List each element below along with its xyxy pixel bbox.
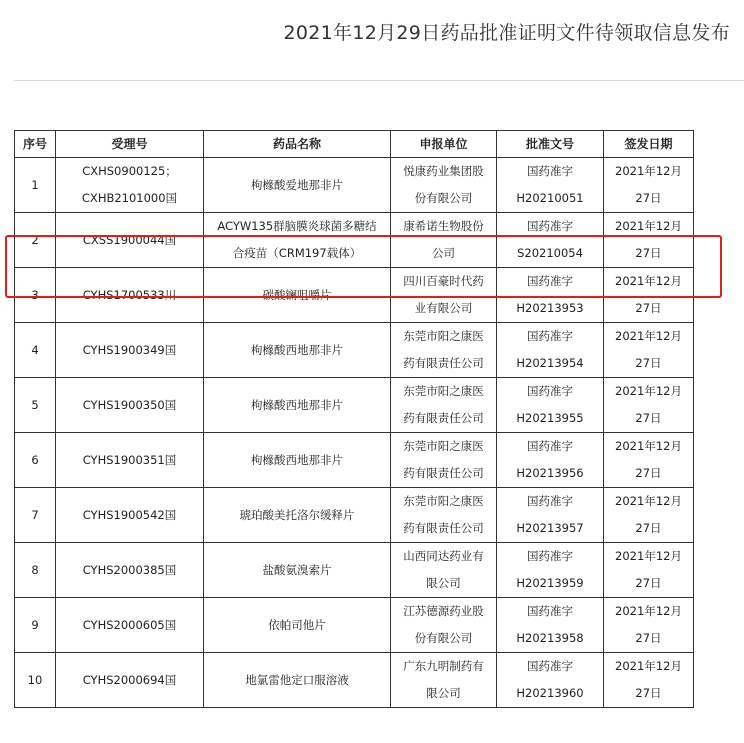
cell-approval-no-line: 国药准字	[527, 329, 573, 343]
cell-issue-date-line: 2021年12月	[615, 274, 682, 288]
cell-issue-date-line: 2021年12月	[615, 329, 682, 343]
cell-accept-no	[56, 378, 204, 433]
table-row	[15, 213, 694, 268]
cell-issue-date-line: 27日	[635, 631, 662, 645]
cell-approval-no-line: H20213955	[516, 411, 584, 425]
cell-drug-name-line: 琥珀酸美托洛尔缓释片	[239, 507, 355, 522]
cell-applicant-line: 四川百豪时代药	[403, 274, 484, 288]
cell-applicant-line: 广东九明制药有	[403, 659, 484, 673]
cell-drug-name	[204, 598, 391, 653]
cell-drug-name-line: 枸橼酸西地那非片	[251, 397, 343, 412]
cell-accept-no-line: CYHS1900350国	[82, 397, 177, 412]
cell-issue-date	[604, 158, 694, 213]
table-header-row	[15, 131, 694, 158]
cell-drug-name-line: 盐酸氨溴索片	[262, 562, 332, 577]
cell-no: 9	[15, 598, 56, 653]
cell-approval-no-line: H20213954	[516, 356, 584, 370]
cell-issue-date	[604, 488, 694, 543]
cell-drug-name-line: 地氯雷他定口服溶液	[245, 672, 349, 687]
cell-accept-no-line: CXHB2101000国	[81, 191, 178, 205]
cell-issue-date-line: 27日	[635, 466, 662, 480]
cell-applicant	[391, 543, 497, 598]
cell-applicant	[391, 158, 497, 213]
cell-approval-no-line: 国药准字	[527, 439, 573, 453]
cell-applicant	[391, 268, 497, 323]
cell-approval-no	[497, 323, 604, 378]
header-no: 序号	[15, 131, 56, 158]
cell-applicant-line: 东莞市阳之康医	[403, 494, 484, 508]
cell-no: 8	[15, 543, 56, 598]
cell-no: 10	[15, 653, 56, 708]
cell-accept-no-line: CXSS1900044国	[82, 232, 177, 247]
cell-applicant-line: 东莞市阳之康医	[403, 439, 484, 453]
cell-issue-date	[604, 323, 694, 378]
cell-approval-no-line: 国药准字	[527, 219, 573, 233]
cell-issue-date	[604, 598, 694, 653]
cell-applicant	[391, 653, 497, 708]
cell-accept-no-line: CYHS2000605国	[82, 617, 177, 632]
cell-approval-no-line: 国药准字	[527, 384, 573, 398]
cell-drug-name	[204, 268, 391, 323]
cell-accept-no	[56, 213, 204, 268]
cell-approval-no	[497, 268, 604, 323]
cell-applicant-line: 药有限责任公司	[403, 521, 484, 535]
cell-issue-date	[604, 268, 694, 323]
cell-approval-no-line: H20213959	[516, 576, 584, 590]
cell-no: 1	[15, 158, 56, 213]
cell-applicant-line: 药有限责任公司	[403, 411, 484, 425]
cell-drug-name-line: 合疫苗（CRM197载体）	[232, 246, 362, 260]
cell-approval-no-line: 国药准字	[527, 494, 573, 508]
approval-table	[14, 130, 694, 708]
cell-applicant	[391, 598, 497, 653]
cell-issue-date	[604, 433, 694, 488]
cell-issue-date-line: 2021年12月	[615, 494, 682, 508]
cell-applicant	[391, 213, 497, 268]
cell-drug-name-line: 枸橼酸西地那非片	[251, 452, 343, 467]
cell-applicant-line: 山西同达药业有	[403, 549, 484, 563]
cell-issue-date-line: 27日	[635, 576, 662, 590]
cell-approval-no	[497, 433, 604, 488]
cell-approval-no	[497, 378, 604, 433]
cell-accept-no-line: CYHS2000385国	[82, 562, 177, 577]
cell-approval-no-line: S20210054	[517, 246, 583, 260]
cell-issue-date-line: 2021年12月	[615, 384, 682, 398]
cell-accept-no	[56, 158, 204, 213]
cell-issue-date	[604, 543, 694, 598]
cell-issue-date-line: 2021年12月	[615, 659, 682, 673]
cell-issue-date	[604, 653, 694, 708]
table-row	[15, 488, 694, 543]
cell-approval-no-line: 国药准字	[527, 549, 573, 563]
header-issue-date: 签发日期	[604, 131, 694, 158]
cell-approval-no	[497, 158, 604, 213]
cell-accept-no	[56, 543, 204, 598]
cell-drug-name-line: 碳酸镧咀嚼片	[262, 287, 332, 302]
cell-drug-name	[204, 158, 391, 213]
cell-drug-name	[204, 543, 391, 598]
cell-applicant-line: 公司	[432, 246, 455, 260]
cell-drug-name-line: 枸橼酸爱地那非片	[251, 177, 343, 192]
table-row	[15, 268, 694, 323]
cell-approval-no-line: 国药准字	[527, 604, 573, 618]
header-applicant: 申报单位	[391, 131, 497, 158]
cell-no: 7	[15, 488, 56, 543]
cell-approval-no-line: 国药准字	[527, 274, 573, 288]
cell-accept-no-line: CYHS2000694国	[82, 672, 177, 687]
cell-accept-no	[56, 653, 204, 708]
cell-accept-no	[56, 268, 204, 323]
cell-applicant-line: 限公司	[426, 686, 461, 700]
cell-issue-date-line: 27日	[635, 411, 662, 425]
cell-accept-no	[56, 433, 204, 488]
header-drug-name: 药品名称	[204, 131, 391, 158]
cell-issue-date-line: 2021年12月	[615, 219, 682, 233]
cell-applicant-line: 悦康药业集团股	[403, 164, 484, 178]
cell-issue-date-line: 27日	[635, 191, 662, 205]
cell-no: 4	[15, 323, 56, 378]
cell-applicant-line: 江苏德源药业股	[403, 604, 484, 618]
cell-drug-name	[204, 323, 391, 378]
cell-issue-date-line: 27日	[635, 521, 662, 535]
cell-approval-no-line: H20213957	[516, 521, 584, 535]
table-row	[15, 543, 694, 598]
cell-applicant	[391, 378, 497, 433]
cell-approval-no	[497, 213, 604, 268]
table-row	[15, 433, 694, 488]
header-accept-no: 受理号	[56, 131, 204, 158]
cell-applicant	[391, 433, 497, 488]
cell-applicant	[391, 488, 497, 543]
cell-issue-date-line: 27日	[635, 356, 662, 370]
cell-applicant-line: 份有限公司	[414, 191, 473, 205]
cell-drug-name-line: 依帕司他片	[268, 617, 326, 632]
cell-accept-no-line: CYHS1900351国	[82, 452, 177, 467]
cell-no: 5	[15, 378, 56, 433]
cell-approval-no-line: H20210051	[516, 191, 584, 205]
cell-issue-date-line: 2021年12月	[615, 439, 682, 453]
cell-issue-date-line: 2021年12月	[615, 164, 682, 178]
cell-approval-no-line: H20213956	[516, 466, 584, 480]
cell-approval-no	[497, 488, 604, 543]
cell-approval-no-line: 国药准字	[527, 164, 573, 178]
cell-issue-date-line: 2021年12月	[615, 549, 682, 563]
cell-drug-name-line: 枸橼酸西地那非片	[251, 342, 343, 357]
cell-applicant-line: 药有限责任公司	[403, 356, 484, 370]
cell-accept-no	[56, 598, 204, 653]
page-title: 2021年12月29日药品批准证明文件待领取信息发布	[283, 22, 730, 44]
cell-applicant-line: 东莞市阳之康医	[403, 384, 484, 398]
cell-applicant-line: 康希诺生物股份	[403, 219, 484, 233]
cell-approval-no	[497, 543, 604, 598]
cell-accept-no	[56, 488, 204, 543]
cell-applicant-line: 份有限公司	[414, 631, 473, 645]
table-row	[15, 378, 694, 433]
cell-approval-no-line: H20213960	[516, 686, 584, 700]
cell-drug-name	[204, 488, 391, 543]
table-row	[15, 653, 694, 708]
cell-accept-no	[56, 323, 204, 378]
cell-accept-no-line: CYHS1700533川	[82, 287, 177, 302]
cell-applicant-line: 限公司	[426, 576, 461, 590]
cell-no: 3	[15, 268, 56, 323]
cell-drug-name	[204, 433, 391, 488]
cell-drug-name	[204, 653, 391, 708]
cell-issue-date-line: 27日	[635, 246, 662, 260]
cell-applicant	[391, 323, 497, 378]
cell-applicant-line: 东莞市阳之康医	[403, 329, 484, 343]
cell-approval-no-line: H20213953	[516, 301, 584, 315]
cell-issue-date	[604, 378, 694, 433]
cell-applicant-line: 药有限责任公司	[403, 466, 484, 480]
cell-approval-no	[497, 598, 604, 653]
cell-drug-name	[204, 378, 391, 433]
cell-applicant-line: 业有限公司	[414, 301, 473, 315]
cell-approval-no-line: H20213958	[516, 631, 584, 645]
cell-approval-no	[497, 653, 604, 708]
cell-issue-date-line: 27日	[635, 301, 662, 315]
cell-no: 6	[15, 433, 56, 488]
table-row	[15, 158, 694, 213]
cell-no: 2	[15, 213, 56, 268]
title-divider	[14, 80, 744, 81]
cell-accept-no-line: CXHS0900125；	[82, 164, 177, 178]
cell-accept-no-line: CYHS1900542国	[82, 507, 177, 522]
table-row	[15, 598, 694, 653]
cell-approval-no-line: 国药准字	[527, 659, 573, 673]
cell-issue-date-line: 27日	[635, 686, 662, 700]
cell-issue-date	[604, 213, 694, 268]
header-approval-no: 批准文号	[497, 131, 604, 158]
cell-drug-name	[204, 213, 391, 268]
cell-issue-date-line: 2021年12月	[615, 604, 682, 618]
cell-accept-no-line: CYHS1900349国	[82, 342, 177, 357]
table-row	[15, 323, 694, 378]
cell-drug-name-line: ACYW135群脑膜炎球菌多糖结	[217, 219, 377, 233]
